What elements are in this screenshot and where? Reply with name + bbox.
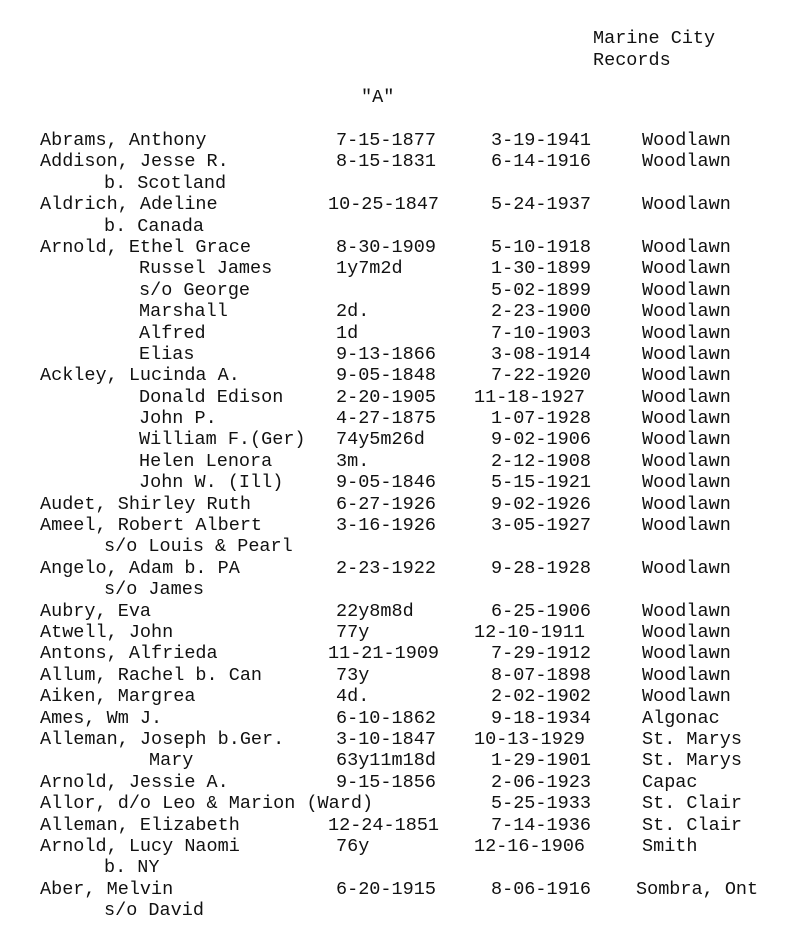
record-row [0,558,787,579]
record-row [0,515,787,536]
record-birth: 2-23-1922 [336,557,436,579]
record-birth: 4d. [336,686,370,708]
record-cemetery: Sombra, Ont [636,878,759,900]
record-death: 7-22-1920 [491,365,591,387]
record-birth: 4-27-1875 [336,408,436,430]
record-name: John P. [139,408,217,430]
record-cemetery: Woodlawn [642,386,731,408]
record-death: 6-14-1916 [491,151,591,173]
record-cemetery: St. Marys [642,750,742,772]
record-row [0,194,787,215]
record-row [0,451,787,472]
record-row [0,815,787,836]
record-cemetery: Woodlawn [642,664,731,686]
record-cemetery: Woodlawn [642,515,731,537]
record-birth: 9-05-1846 [336,472,436,494]
record-name: Aber, Melvin [40,878,174,900]
record-name: Atwell, John [40,621,174,643]
record-birth: 6-10-1862 [336,707,436,729]
record-cemetery: Woodlawn [642,301,731,323]
record-row [0,772,787,793]
record-cemetery: Woodlawn [642,557,731,579]
record-row [0,793,787,814]
record-row [0,237,787,258]
record-cemetery: Woodlawn [642,279,731,301]
record-row [0,900,787,921]
record-name: Russel James [139,258,273,280]
record-death: 9-18-1934 [491,707,591,729]
record-row [0,151,787,172]
record-death: 1-07-1928 [491,408,591,430]
record-death: 3-05-1927 [491,515,591,537]
record-cemetery: Woodlawn [642,686,731,708]
record-name: Audet, Shirley Ruth [40,493,251,515]
record-name: s/o David [104,900,204,922]
record-row [0,879,787,900]
record-row [0,729,787,750]
record-cemetery: Woodlawn [642,493,731,515]
record-name: Aubry, Eva [40,600,152,622]
record-name: Allum, Rachel b. Can [40,664,263,686]
record-cemetery: Woodlawn [642,621,731,643]
record-death: 8-06-1916 [491,878,591,900]
record-death: 5-24-1937 [491,194,591,216]
record-row [0,387,787,408]
record-death: 5-15-1921 [491,472,591,494]
record-name: John W. (Ill) [139,472,284,494]
record-name: s/o George [139,279,251,301]
record-death: 7-10-1903 [491,322,591,344]
record-name: b. NY [104,857,160,879]
record-cemetery: Woodlawn [642,472,731,494]
record-cemetery: Capac [642,771,698,793]
records-header [593,28,715,72]
record-birth: 3-16-1926 [336,515,436,537]
record-birth: 1y7m2d [336,258,403,280]
record-cemetery: Algonac [642,707,720,729]
record-death: 9-02-1906 [491,429,591,451]
record-birth: 2d. [336,301,370,323]
record-row [0,494,787,515]
record-cemetery: Woodlawn [642,408,731,430]
record-cemetery: Woodlawn [642,130,731,151]
record-name: s/o James [104,579,204,601]
record-row [0,408,787,429]
record-birth: 9-13-1866 [336,343,436,365]
record-death: 3-19-1941 [491,130,591,151]
record-death: 3-08-1914 [491,343,591,365]
record-death: 9-02-1926 [491,493,591,515]
record-death: 6-25-1906 [491,600,591,622]
record-row [0,601,787,622]
record-row [0,258,787,279]
record-name: Antons, Alfrieda [40,643,218,665]
record-cemetery: Woodlawn [642,365,731,387]
record-row [0,857,787,878]
record-row [0,708,787,729]
record-death: 5-10-1918 [491,236,591,258]
record-name: Aldrich, Adeline [40,194,218,216]
record-cemetery: Woodlawn [642,258,731,280]
record-name: Marshall [139,301,228,323]
record-birth: 7-15-1877 [336,130,436,151]
record-cemetery: Woodlawn [642,322,731,344]
record-name: b. Canada [104,215,204,237]
record-birth: 76y [336,835,370,857]
record-birth: 2-20-1905 [336,386,436,408]
record-name: Elias [139,343,195,365]
record-row [0,686,787,707]
record-name: Mary [149,750,194,772]
record-row [0,280,787,301]
record-death: 9-28-1928 [491,557,591,579]
record-row [0,429,787,450]
record-birth: 8-30-1909 [336,236,436,258]
record-birth: 12-24-1851 [328,814,440,836]
record-row [0,216,787,237]
record-cemetery: St. Clair [642,814,742,836]
record-row [0,472,787,493]
record-death: 2-12-1908 [491,450,591,472]
record-row [0,130,787,151]
record-death: 1-29-1901 [491,750,591,772]
record-death: 7-14-1936 [491,814,591,836]
record-cemetery: Woodlawn [642,429,731,451]
record-row [0,836,787,857]
records-list [0,130,787,921]
record-death: 8-07-1898 [491,664,591,686]
record-death: 5-25-1933 [491,793,591,815]
record-birth: 1d [336,322,359,344]
record-cemetery: St. Marys [642,728,742,750]
record-birth: 6-20-1915 [336,878,436,900]
record-birth: 10-25-1847 [328,194,440,216]
record-row [0,750,787,771]
record-row [0,665,787,686]
record-name: Addison, Jesse R. [40,151,229,173]
record-name: Helen Lenora [139,450,273,472]
header-line-2: Records [593,50,671,71]
record-name: Aiken, Margrea [40,686,196,708]
record-birth: 9-15-1856 [336,771,436,793]
record-row [0,643,787,664]
record-birth: 9-05-1848 [336,365,436,387]
record-cemetery: Woodlawn [642,600,731,622]
record-cemetery: Woodlawn [642,194,731,216]
record-name: William F.(Ger) [139,429,306,451]
record-cemetery: St. Clair [642,793,742,815]
record-birth: 22y8m8d [336,600,414,622]
record-row [0,365,787,386]
section-letter: "A" [361,87,395,108]
record-name: Allor, d/o Leo & Marion (Ward) [40,793,374,815]
record-birth: 8-15-1831 [336,151,436,173]
record-cemetery: Smith [642,835,698,857]
record-birth: 63y11m18d [336,750,436,772]
record-cemetery: Woodlawn [642,450,731,472]
record-row [0,323,787,344]
record-name: Arnold, Lucy Naomi [40,835,240,857]
record-name: Ames, Wm J. [40,707,163,729]
record-row [0,301,787,322]
record-row [0,344,787,365]
record-death: 12-10-1911 [474,621,586,643]
record-row [0,536,787,557]
record-name: Abrams, Anthony [40,130,207,151]
record-name: Alfred [139,322,206,344]
record-cemetery: Woodlawn [642,236,731,258]
record-name: Donald Edison [139,386,284,408]
record-name: Ackley, Lucinda A. [40,365,240,387]
record-cemetery: Woodlawn [642,343,731,365]
record-death: 12-16-1906 [474,835,586,857]
record-row [0,173,787,194]
record-death: 2-23-1900 [491,301,591,323]
record-name: s/o Louis & Pearl [104,536,293,558]
record-death: 11-18-1927 [474,386,586,408]
record-name: Arnold, Ethel Grace [40,236,251,258]
record-birth: 11-21-1909 [328,643,440,665]
record-name: Arnold, Jessie A. [40,771,229,793]
record-cemetery: Woodlawn [642,151,731,173]
record-birth: 6-27-1926 [336,493,436,515]
record-name: Alleman, Joseph b.Ger. [40,728,285,750]
record-birth: 3m. [336,450,370,472]
header-line-1: Marine City [593,28,716,49]
record-death: 2-02-1902 [491,686,591,708]
record-birth: 73y [336,664,370,686]
record-death: 7-29-1912 [491,643,591,665]
record-birth: 3-10-1847 [336,728,436,750]
record-row [0,579,787,600]
record-death: 2-06-1923 [491,771,591,793]
record-name: Alleman, Elizabeth [40,814,240,836]
record-name: Ameel, Robert Albert [40,515,263,537]
record-birth: 77y [336,621,370,643]
record-row [0,622,787,643]
record-death: 5-02-1899 [491,279,591,301]
record-name: Angelo, Adam b. PA [40,557,240,579]
record-name: b. Scotland [104,172,227,194]
record-death: 10-13-1929 [474,728,586,750]
record-death: 1-30-1899 [491,258,591,280]
record-cemetery: Woodlawn [642,643,731,665]
record-birth: 74y5m26d [336,429,425,451]
